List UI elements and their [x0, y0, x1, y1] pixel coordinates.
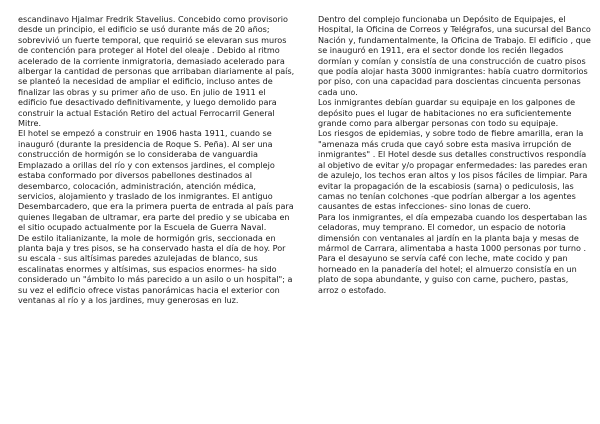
paragraph: Los riesgos de epidemias, y sobre todo de fiebre amarilla, eran la "amenaza más cruda que cayó sobre esta masiva irrupción de inmigrantes" . El Hotel desde sus detalles constructivos respondía al objetivo de evitar y/o propagar enfermedades: las paredes eran de azulejo, los techos eran altos y los pisos fáciles de limpiar. Para evitar la propagación de la escabiosis (sarna) o pediculosis, las camas no tenían colchones -que podrían albergar a los agentes causantes de estas infecciones- sino lonas de cuero. [318, 128, 588, 212]
paragraph: Para los inmigrantes, el día empezaba cuando los despertaban las celadoras, muy temprano. El comedor, un espacio de notoria dimensión con ventanales al jardín en la planta baja y mesas de mármol de Carrara, alimentaba a hasta 1000 personas por turno . Para el desayuno se servía café con leche, mate cocido y pan horneado en la panadería del hotel; el almuerzo consistía en un plato de sopa abundante, y guiso con carne, puchero, pastas, arroz o estofado. [318, 211, 587, 295]
paragraph: Los inmigrantes debían guardar su equipaje en los galpones de depósito pues el lugar de habitaciones no era suficientemente grande como para albergar personas con todo su equipaje. [318, 97, 576, 129]
paragraph: Dentro del complejo funcionaba un Depósito de Equipajes, el Hospital, la Oficina de Correos y Telégrafos, una sucursal del Banco Nación y, fundamentalmente, la Oficina de Trabajo. El edificio , que se inauguró en 1911, era el sector donde los recién llegados dormían y comían y consistía de una construcción de cuatro pisos que podía alojar hasta 3000 inmigrantes: había cuatro dormitorios por piso, con una capacidad para doscientas cincuenta personas cada uno. [318, 14, 591, 97]
paragraph: De estilo italianizante, la mole de hormigón gris, seccionada en planta baja y tres pisos, se ha conservado hasta el día de hoy. Por su escala - sus altísimas paredes azulejadas de blanco, sus escalinatas enormes y altísimas, sus espacios enormes- ha sido considerado un "ámbito lo más parecido a un asilo o un hospital"; a su vez el edificio ofrece vistas panorámicas hacia el exterior con ventanas al río y a los jardines, muy generosas en luz. [18, 232, 293, 305]
paragraph: Emplazado a orillas del río y con extensos jardines, el complejo estaba conformado por diversos pabellones destinados al desembarco, colocación, administración, atención médica, servicios, alojamiento y traslado de los inmigrantes. El antiguo Desembarcadero, que era la primera puerta de entrada al país para quienes llegaban de ultramar, era parte del predio y se ubicaba en el sitio ocupado actualmente por la Escuela de Guerra Naval. [18, 159, 294, 233]
left-text-column [18, 14, 295, 305]
paragraph: El hotel se empezó a construir en 1906 hasta 1911, cuando se inauguró (durante la presidencia de Roque S. Peña). Al ser una construcción de hormigón se lo consideraba de vanguardia [18, 128, 273, 160]
paragraph: escandinavo Hjalmar Fredrik Stavelius. Concebido como provisorio desde un principio, el edificio se usó durante más de 20 años; sobrevivió un fuerte temporal, que requirió se elevaran sus muros de contención para proteger al Hotel del oleaje . Debido al ritmo acelerado de la corriente inmigratoria, demasiado acelerado para albergar la cantidad de personas que arribaban diariamente al país, se planteó la necesidad de ampliar el edificio, incluso antes de finalizar las obras y su primer año de uso. En julio de 1911 el edificio fue desactivado definitivamente, y luego demolido para construir la actual Estación Retiro del actual Ferrocarril General Mitre. [18, 14, 295, 129]
right-text-column [318, 14, 591, 295]
